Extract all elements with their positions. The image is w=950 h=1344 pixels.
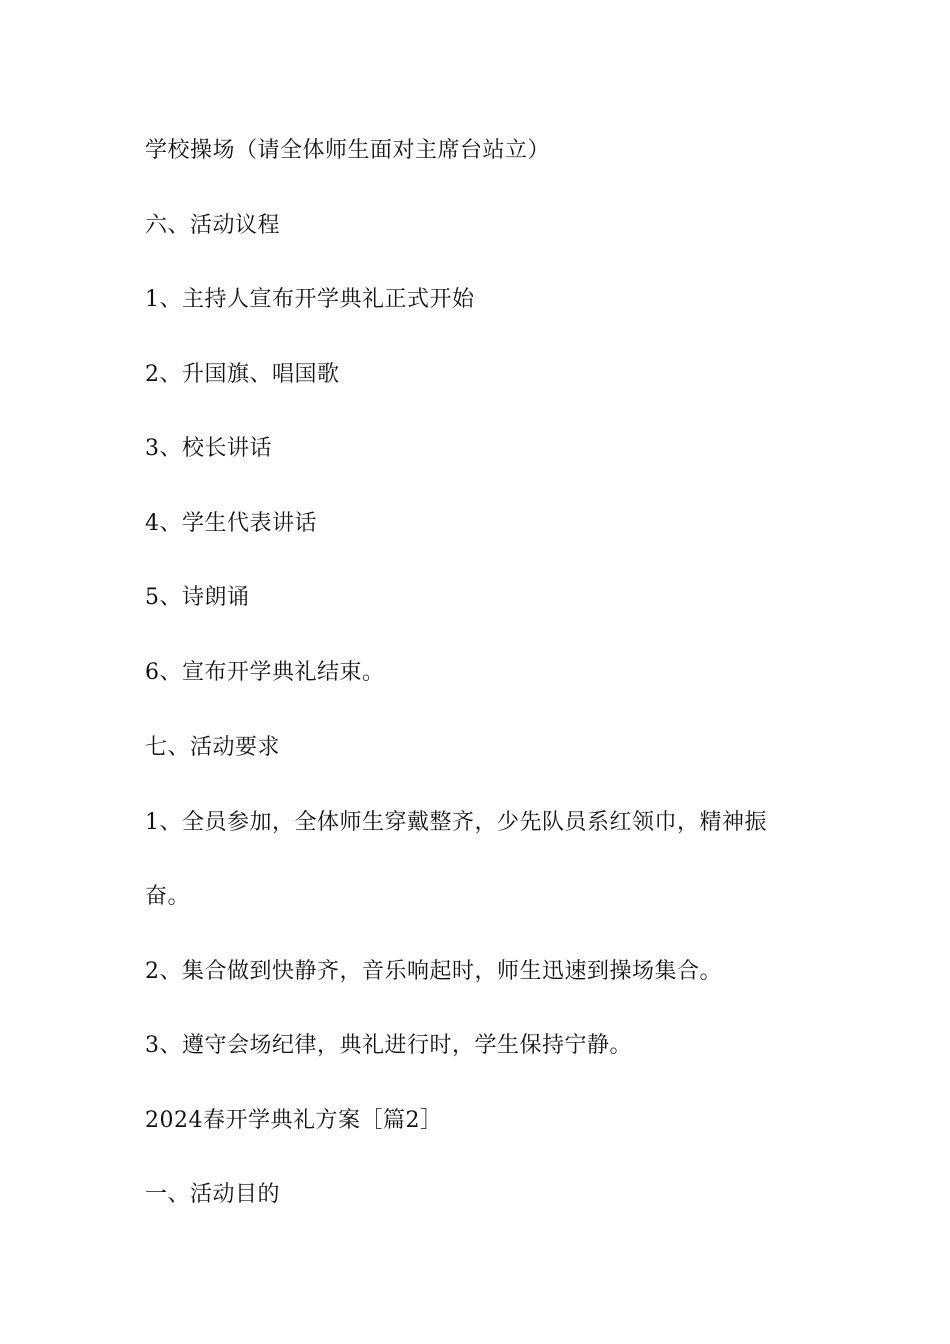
requirement-item-3: 3、遵守会场纪律，典礼进行时，学生保持宁静。 (145, 1033, 632, 1058)
section-heading-requirements: 七、活动要求 (145, 735, 281, 760)
requirement-item-1-continued: 奋。 (145, 884, 191, 909)
agenda-item-3: 3、校长讲话 (145, 436, 272, 461)
section-heading-agenda: 六、活动议程 (145, 213, 281, 238)
section-heading-purpose: 一、活动目的 (145, 1182, 281, 1207)
agenda-item-2: 2、升国旗、唱国歌 (145, 362, 340, 387)
plan-title-part-2: 2024春开学典礼方案［篇2］ (145, 1108, 443, 1133)
agenda-item-5: 5、诗朗诵 (145, 585, 250, 610)
requirement-item-2: 2、集合做到快静齐，音乐响起时，师生迅速到操场集合。 (145, 959, 722, 984)
agenda-item-6: 6、宣布开学典礼结束。 (145, 660, 385, 685)
venue-line: 学校操场（请全体师生面对主席台站立） (145, 138, 551, 163)
agenda-item-1: 1、主持人宣布开学典礼正式开始 (145, 287, 475, 312)
requirement-item-1: 1、全员参加，全体师生穿戴整齐，少先队员系红领巾，精神振 (145, 810, 767, 835)
agenda-item-4: 4、学生代表讲话 (145, 511, 317, 536)
